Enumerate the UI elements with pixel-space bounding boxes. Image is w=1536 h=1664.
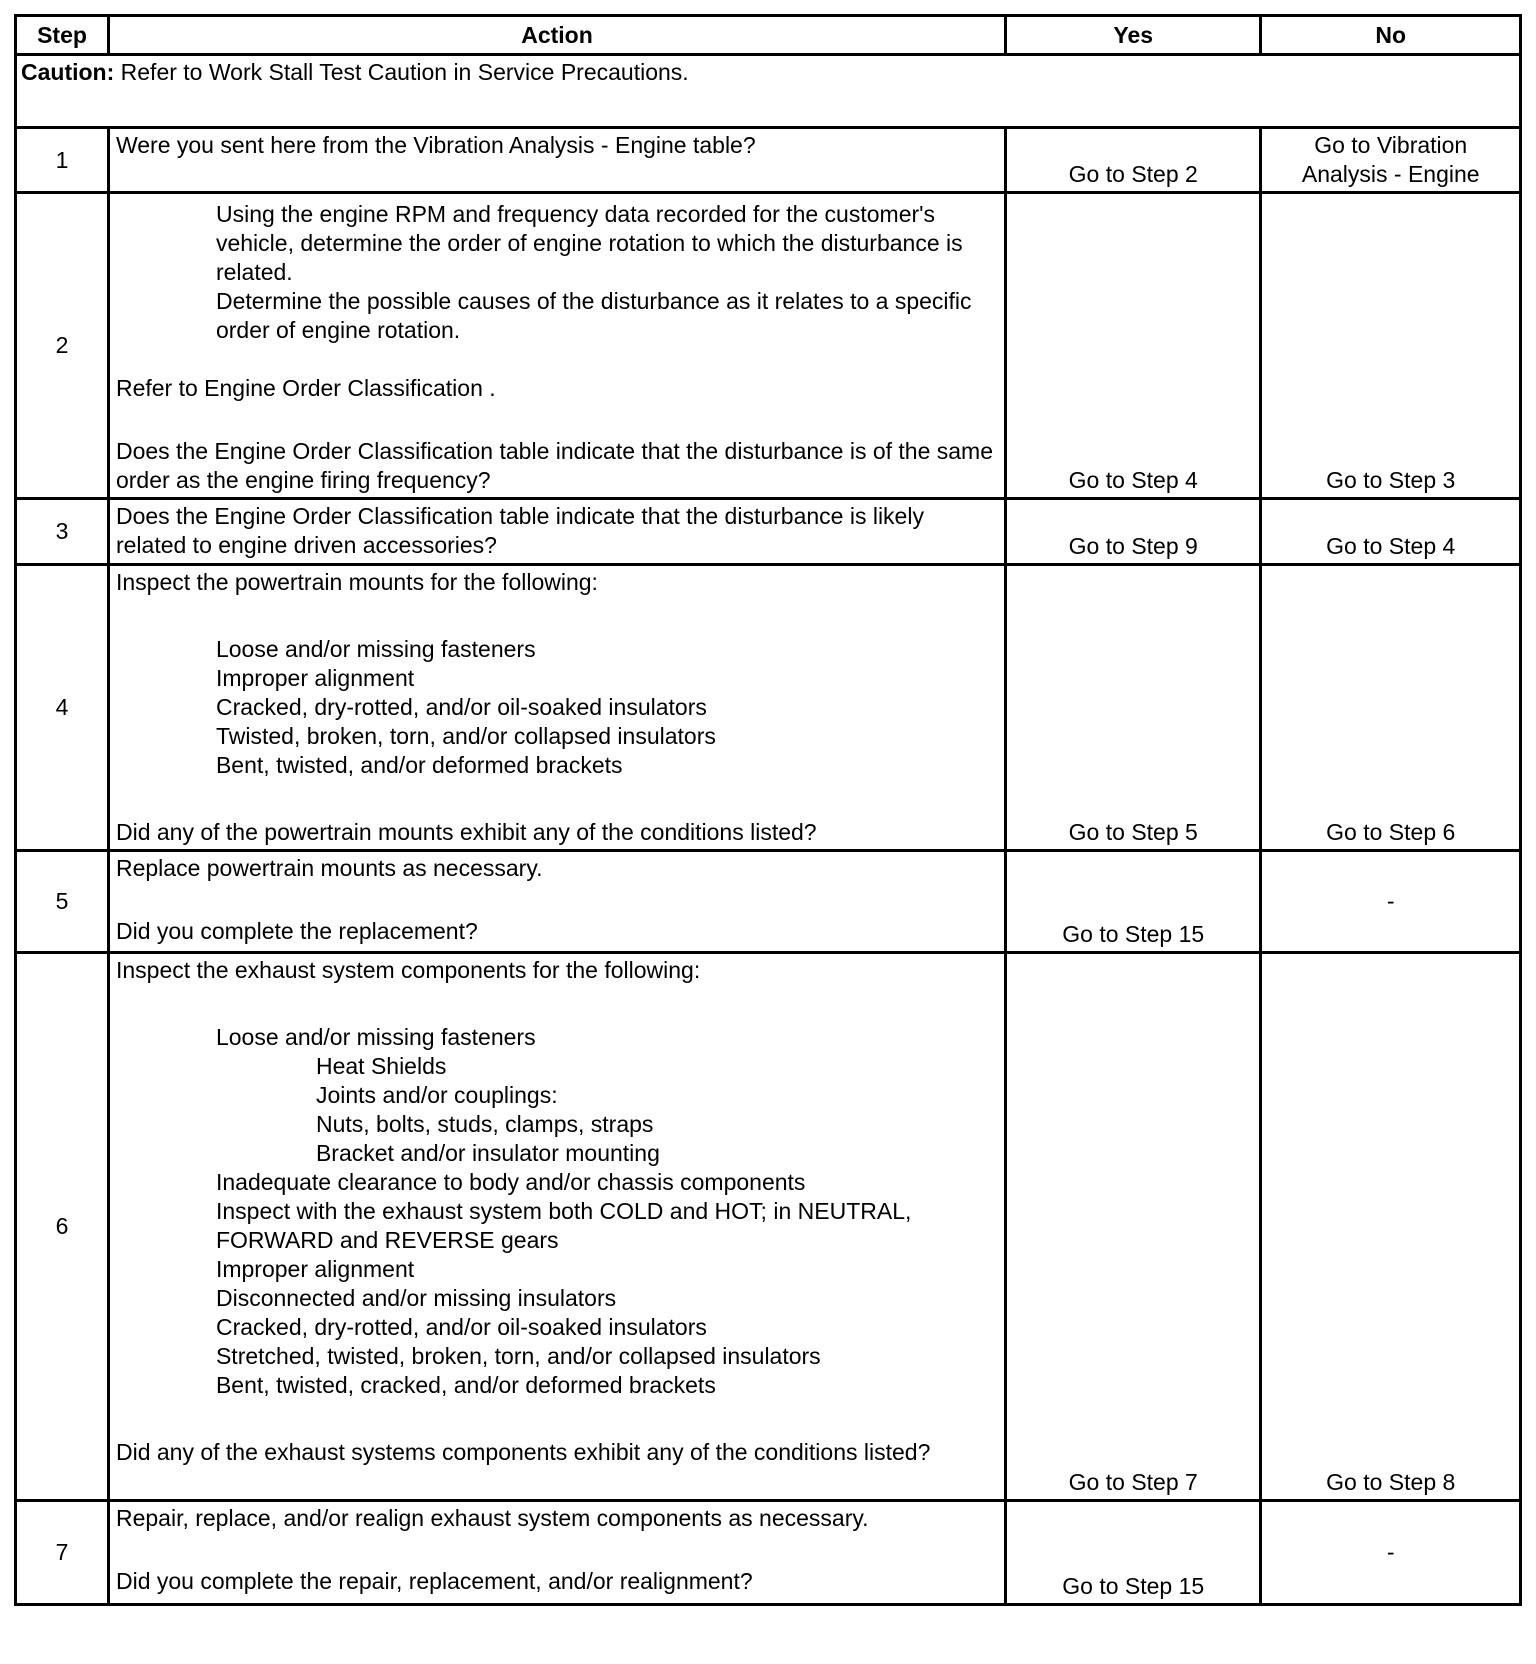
spacer — [116, 1400, 998, 1438]
action-item: Cracked, dry-rotted, and/or oil-soaked insulators — [215, 694, 707, 720]
header-action: Action — [108, 16, 1005, 55]
action-cell — [108, 128, 1005, 193]
no-cell: Go to Step 8 — [1261, 953, 1521, 1501]
action-item: Loose and/or missing fasteners — [215, 636, 536, 662]
action-refer: Refer to Engine Order Classification . — [115, 375, 496, 401]
action-question: Were you sent here from the Vibration Analysis - Engine table? — [115, 132, 756, 158]
diagnostic-table — [14, 14, 1522, 1606]
spacer — [116, 780, 998, 818]
yes-cell: Go to Step 4 — [1006, 193, 1261, 499]
action-cell — [108, 193, 1005, 499]
no-cell: Go to Step 6 — [1261, 565, 1521, 851]
action-item: Bent, twisted, cracked, and/or deformed brackets — [215, 1372, 716, 1398]
table-row-step-4 — [16, 565, 1521, 851]
table-row-step-3 — [16, 499, 1521, 565]
action-item: Loose and/or missing fasteners — [215, 1024, 536, 1050]
table-row-step-2 — [16, 193, 1521, 499]
action-cell — [108, 499, 1005, 565]
spacer — [116, 883, 998, 917]
action-subitem: Heat Shields — [315, 1053, 447, 1079]
no-text-line2: Analysis - Engine — [1301, 161, 1480, 187]
step-number: 2 — [16, 193, 109, 499]
step-number: 1 — [16, 128, 109, 193]
yes-cell: Go to Step 7 — [1006, 953, 1261, 1501]
action-cell — [108, 565, 1005, 851]
no-cell: Go to Step 3 — [1261, 193, 1521, 499]
diagnostic-table-page — [14, 14, 1522, 1606]
header-yes: Yes — [1006, 16, 1261, 55]
caution-row — [16, 55, 1521, 128]
step-number: 5 — [16, 851, 109, 953]
yes-cell: Go to Step 2 — [1006, 128, 1261, 193]
action-item: Improper alignment — [215, 665, 415, 691]
action-question: Did you complete the replacement? — [115, 918, 478, 944]
no-cell — [1261, 128, 1521, 193]
no-cell: Go to Step 4 — [1261, 499, 1521, 565]
step-number: 3 — [16, 499, 109, 565]
action-question: Does the Engine Order Classification table indicate that the disturbance is likely related to engine driven accessories? — [115, 503, 924, 558]
yes-cell: Go to Step 9 — [1006, 499, 1261, 565]
no-cell: - — [1261, 851, 1521, 953]
spacer — [116, 597, 998, 635]
spacer — [116, 1533, 998, 1567]
action-intro: Replace powertrain mounts as necessary. — [115, 855, 543, 881]
step-number: 7 — [16, 1501, 109, 1605]
action-intro: Inspect the exhaust system components for the following: — [115, 957, 701, 983]
action-cell — [108, 851, 1005, 953]
action-subitem: Joints and/or couplings: — [315, 1082, 558, 1108]
table-row-step-7 — [16, 1501, 1521, 1605]
caution-cell — [16, 55, 1521, 128]
action-intro: Repair, replace, and/or realign exhaust system components as necessary. — [115, 1505, 869, 1531]
caution-text: Refer to Work Stall Test Caution in Service Precautions. — [114, 59, 689, 85]
no-text-line1: Go to Vibration — [1314, 132, 1468, 158]
action-item: Inadequate clearance to body and/or chassis components — [215, 1169, 806, 1195]
action-item: Determine the possible causes of the disturbance as it relates to a specific order of engine rotation. — [215, 288, 972, 343]
action-item: Inspect with the exhaust system both COLD and HOT; in NEUTRAL, FORWARD and REVERSE gears — [215, 1198, 912, 1253]
action-item: Improper alignment — [215, 1256, 415, 1282]
yes-cell: Go to Step 15 — [1006, 851, 1261, 953]
yes-cell: Go to Step 5 — [1006, 565, 1261, 851]
action-question: Did you complete the repair, replacement, and/or realignment? — [115, 1568, 753, 1594]
action-item: Stretched, twisted, broken, torn, and/or collapsed insulators — [215, 1343, 821, 1369]
header-no: No — [1261, 16, 1521, 55]
header-row — [16, 16, 1521, 55]
yes-cell: Go to Step 15 — [1006, 1501, 1261, 1605]
table-row-step-6 — [16, 953, 1521, 1501]
action-cell — [108, 953, 1005, 1501]
action-question: Did any of the exhaust systems components exhibit any of the conditions listed? — [115, 1439, 931, 1465]
action-item: Bent, twisted, and/or deformed brackets — [215, 752, 623, 778]
spacer — [116, 403, 998, 437]
header-step: Step — [16, 16, 109, 55]
action-item: Cracked, dry-rotted, and/or oil-soaked insulators — [215, 1314, 707, 1340]
table-row-step-5 — [16, 851, 1521, 953]
action-item: Using the engine RPM and frequency data recorded for the customer's vehicle, determine the order of engine rotation to which the disturbance is related. — [215, 201, 963, 285]
action-intro: Inspect the powertrain mounts for the following: — [115, 569, 598, 595]
action-question: Does the Engine Order Classification table indicate that the disturbance is of the same order as the engine firing frequency? — [115, 438, 994, 493]
table-row-step-1 — [16, 128, 1521, 193]
action-cell — [108, 1501, 1005, 1605]
step-number: 6 — [16, 953, 109, 1501]
action-item: Disconnected and/or missing insulators — [215, 1285, 617, 1311]
spacer — [116, 985, 998, 1023]
action-subitem: Bracket and/or insulator mounting — [315, 1140, 660, 1166]
step-number: 4 — [16, 565, 109, 851]
action-question: Did any of the powertrain mounts exhibit any of the conditions listed? — [115, 819, 817, 845]
action-subitem: Nuts, bolts, studs, clamps, straps — [315, 1111, 654, 1137]
no-cell: - — [1261, 1501, 1521, 1605]
caution-label: Caution: — [21, 59, 115, 85]
action-item: Twisted, broken, torn, and/or collapsed insulators — [215, 723, 716, 749]
spacer — [116, 345, 998, 374]
